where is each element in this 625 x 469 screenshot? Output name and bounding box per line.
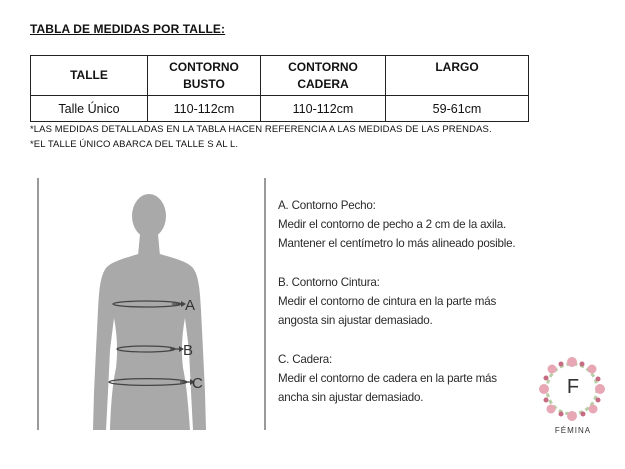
marker-c: C (192, 375, 203, 392)
header-talle: TALLE (31, 56, 148, 96)
instruction-b (278, 273, 496, 330)
instruction-b-line-2: angosta sin ajustar demasiado. (278, 314, 433, 327)
logo-letter: F (566, 376, 580, 398)
page-title: TABLA DE MEDIDAS POR TALLE: (30, 22, 226, 36)
marker-b: B (183, 342, 194, 359)
note-2: *EL TALLE ÚNICO ABARCA DEL TALLE S AL L. (30, 139, 239, 150)
cell-cadera: 110-112cm (261, 96, 386, 122)
instruction-a-heading: A. Contorno Pecho: (278, 199, 376, 212)
instruction-c-heading: C. Cadera: (278, 353, 333, 366)
figure-head (132, 194, 166, 238)
note-1: *LAS MEDIDAS DETALLADAS EN LA TABLA HACEN REFERENCIA A LAS MEDIDAS DE LAS PRENDAS. (30, 124, 492, 135)
instruction-a-line-2: Mantener el centímetro lo más alineado posible. (278, 237, 516, 250)
instruction-c-line-2: ancha sin ajustar demasiado. (278, 391, 424, 404)
instruction-c (278, 350, 497, 407)
instruction-c-line-1: Medir el contorno de cadera en la parte más (278, 372, 497, 385)
cell-talle: Talle Único (31, 96, 148, 122)
header-largo: LARGO (386, 56, 529, 96)
instruction-b-line-1: Medir el contorno de cintura en la parte más (278, 295, 497, 308)
marker-a: A (185, 297, 196, 314)
instruction-b-heading: B. Contorno Cintura: (278, 276, 380, 289)
cell-busto: 110-112cm (148, 96, 261, 122)
figure-neck (138, 234, 160, 256)
instruction-a-line-1: Medir el contorno de pecho a 2 cm de la axila. (278, 218, 506, 231)
header-contorno-busto: CONTORNO BUSTO (148, 56, 261, 96)
logo-name: FÉMINA (554, 426, 592, 435)
header-contorno-cadera: CONTORNO CADERA (261, 56, 386, 96)
instruction-a (278, 196, 515, 253)
cell-largo: 59-61cm (386, 96, 529, 122)
